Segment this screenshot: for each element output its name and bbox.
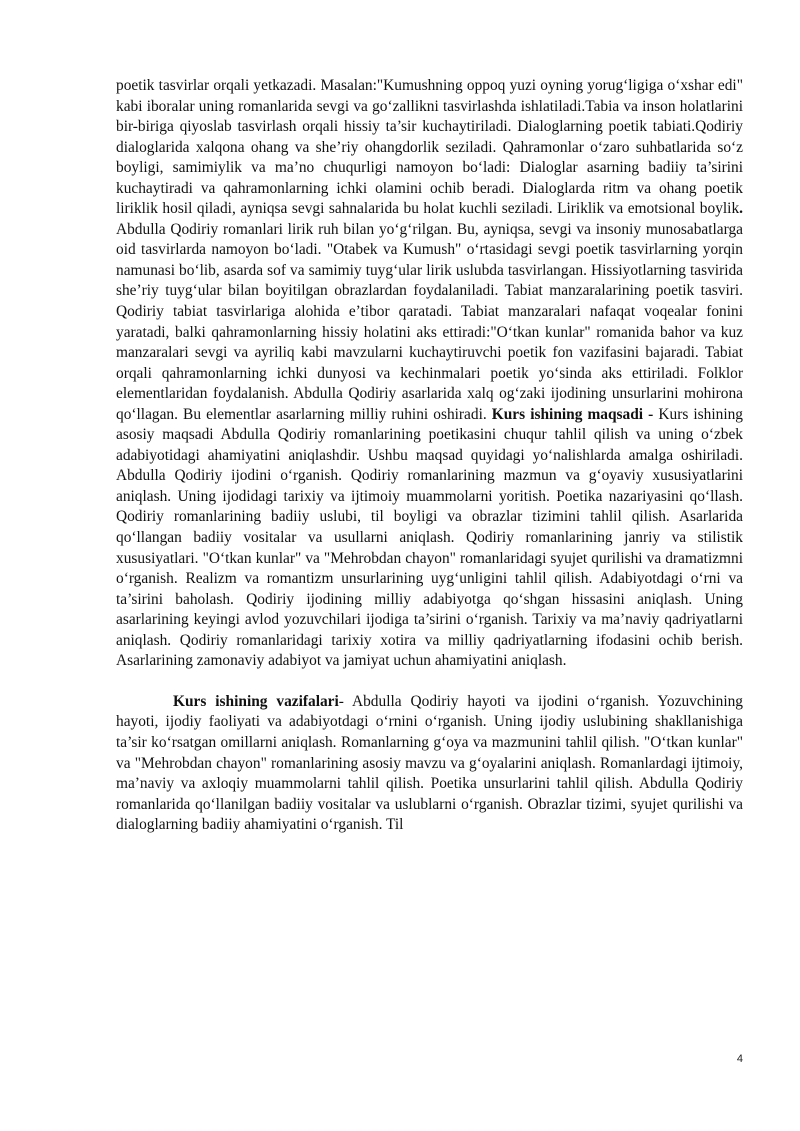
body-text [116, 76, 743, 836]
paragraph-1-text-c: Kurs ishining asosiy maqsadi Abdulla Qodiriy romanlarining poetikasini chuqur tahlil qilish va uning o‘zbek adabiyotidagi ahamiyatini aniqlashdir. Ushbu maqsad quyidagi yo‘nalishlarda amalga oshiriladi. Abdulla Qodiriy ijodini o‘rganish. Qodiriy romanlarining mazmun va g‘oyaviy xususiyatlarini aniqlash. Uning ijodidagi tarixiy va ijtimoiy muammolarni yoritish. Poetika nazariyasini qo‘llash. Qodiriy romanlarining badiiy uslubi, til boyligi va obrazlar tizimini tahlil qilish. Asarlarida qo‘llangan badiiy vositalar va usullarni aniqlash. Qodiriy romanlarining janriy va stilistik xususiyatlari. "O‘tkan kunlar" va "Mehrobdan chayon" romanlaridagi syujet qurilishi va dramatizmni o‘rganish. Realizm va romantizm unsurlarining uyg‘unligini tahlil qilish. Adabiyotdagi o‘rni va ta’sirini baholash. Qodiriy ijodining milliy adabiyotga qo‘shgan hissasini aniqlash. Uning asarlarining keyingi avlod yozuvchilari ijodiga ta’sirini o‘rganish. Tarixiy va ma’naviy qadriyatlarni aniqlash. Qodiriy romanlaridagi tarixiy xotira va milliy qadriyatlarning ifodasini ochib berish. Asarlarining zamonaviy adabiyot va jamiyat uchun ahamiyatini aniqlash. [116, 405, 743, 670]
section-heading-goal: Kurs ishining maqsadi [491, 405, 644, 423]
section-heading-tasks: Kurs ishining vazifalari [173, 692, 339, 710]
paragraph-1 [116, 76, 743, 672]
page-number: 4 [736, 1053, 743, 1065]
paragraph-2 [116, 692, 743, 836]
paragraph-1-text-b: Abdulla Qodiriy romanlari lirik ruh bilan yo‘g‘rilgan. Bu, ayniqsa, sevgi va insoniy munosabatlarga oid tasvirlarda namoyon bo‘ladi. "Otabek va Kumush" o‘rtasidagi sevgi poetik tasvirlarning yorqin namunasi bo‘lib, asarda sof va samimiy tuyg‘ular lirik uslubda tasvirlangan. Hissiyotlarning tasvirida she’riy tuyg‘ular bilan boyitilgan obrazlardan foydalaniladi. Tabiat manzaralarining poetik tasviri. Qodiriy tabiat tasvirlariga alohida e’tibor qaratadi. Tabiat manzaralari nafaqat voqealar fonini yaratadi, balki qahramonlarning hissiy holatini aks ettiradi:"O‘tkan kunlar" romanida bahor va kuz manzaralari sevgi va ayriliq kabi mavzularni kuchaytiruvchi poetik fon vazifasini bajaradi. Tabiat orqali qahramonlarning ichki dunyosi va kechinmalari poetik yo‘sinda aks ettiriladi. Folklor elementlaridan foydalanish. Abdulla Qodiriy asarlarida xalq og‘zaki ijodining unsurlarini mohirona qo‘llagan. Bu elementlar asarlarning milliy ruhini oshiradi. [116, 220, 743, 423]
bold-period: . [739, 200, 743, 218]
paragraph-2-text: - Abdulla Qodiriy hayoti va ijodini o‘rganish. Yozuvchining hayoti, ijodiy faoliyati va adabiyotdagi o‘rnini o‘rganish. Uning ijodiy uslubining shakllanishiga ta’sir ko‘rsatgan omillarni aniqlash. Romanlarning g‘oya va mazmunini tahlil qilish. "O‘tkan kunlar" va "Mehrobdan chayon" romanlarining asosiy mavzu va g‘oyalarini aniqlash. Romanlardagi ijtimoiy, ma’naviy va axloqiy muammolarni tahlil qilish. Poetika unsurlarini tahlil qilish. Abdulla Qodiriy romanlarida qo‘llanilgan badiiy vositalar va uslublarni o‘rganish. Obrazlar tizimi, syujet qurilishi va dialoglarning badiiy ahamiyatini o‘rganish. Til [116, 692, 743, 834]
paragraph-1-text-a: poetik tasvirlar orqali yetkazadi. Masalan:"Kumushning oppoq yuzi oyning yorug‘ligiga o‘xshar edi" kabi iboralar uning romanlarida sevgi va go‘zallikni tasvirlashda ishlatiladi.Tabia va inson holatlarini bir-biriga qiyoslab tasvirlash orqali hissiy ta’sir kuchaytiriladi. Dialoglarning poetik tabiati.Qodiriy dialoglarida xalqona ohang va she’riy ohangdorlik seziladi. Qahramonlar o‘zaro suhbatlarida so‘z boyligi, samimiylik va ma’no chuqurligi namoyon bo‘ladi: Dialoglar asarning badiiy ta’sirini kuchaytiradi va qahramonlarning ichki olamini ochib beradi. Dialoglarda ritm va ohang poetik liriklik hosil qiladi, ayniqsa sevgi sahnalarida bu holat kuchli seziladi. Liriklik va emotsional boylik [116, 77, 743, 218]
heading-dash: - [643, 405, 654, 423]
